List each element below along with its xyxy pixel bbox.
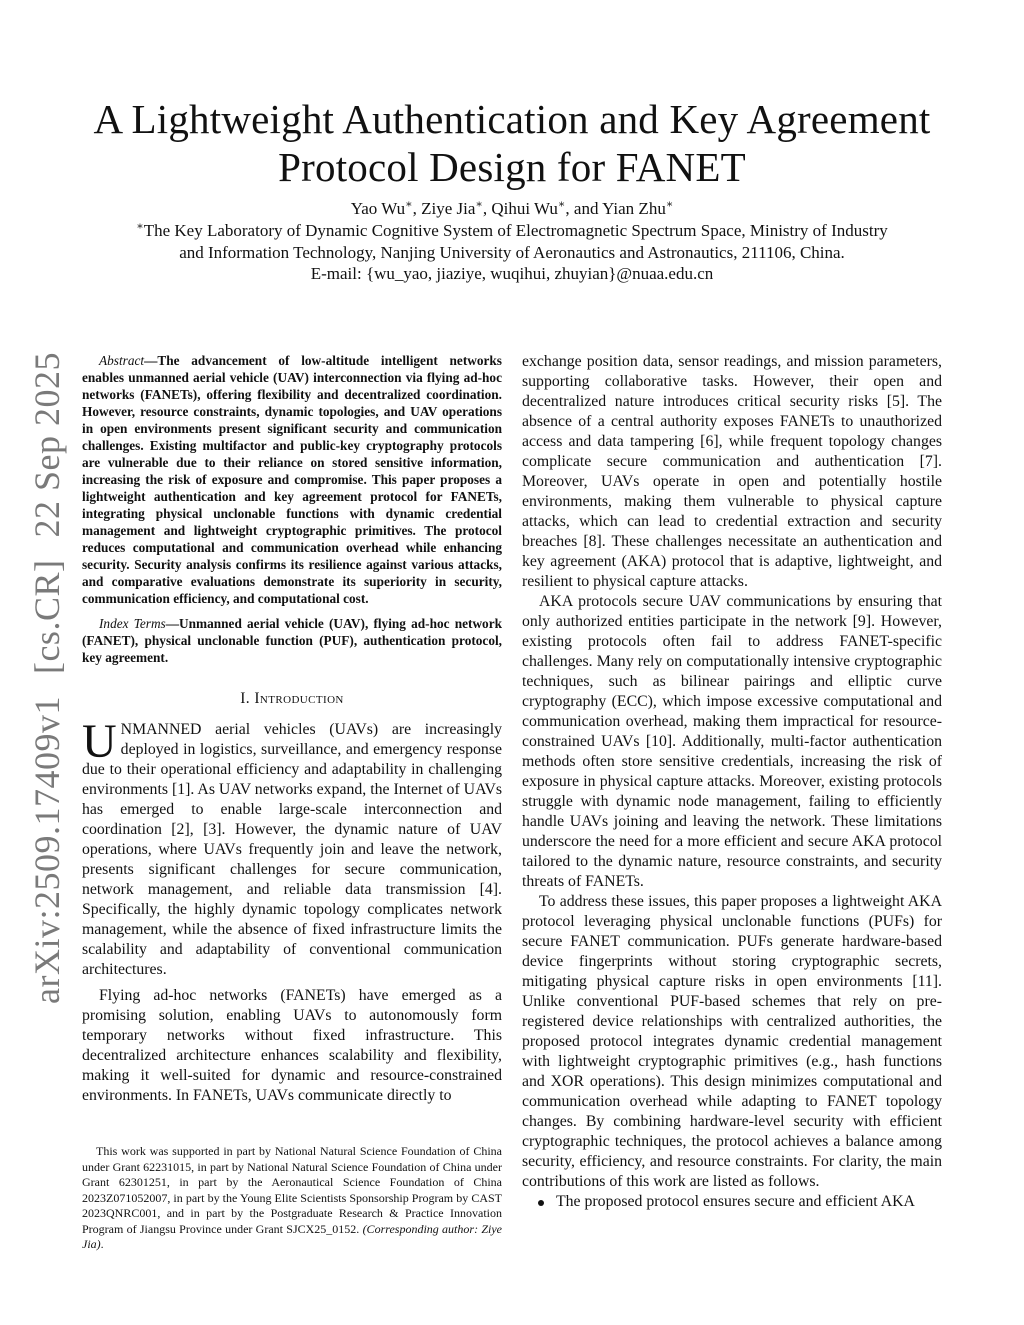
intro-paragraph-2: Flying ad-hoc networks (FANETs) have emerged as a promising solution, enabling UAVs to autonomously form temporary networks without fixed infrastructure. This decentralized architecture enhances scalability and flexibility, making it well-suited for dynamic and resource-constrained environments. In FANETs, UAVs communicate directly to bbox=[82, 987, 502, 1104]
author-name: Ziye Jia bbox=[421, 199, 476, 218]
funding-footnote bbox=[82, 1144, 502, 1253]
section-heading bbox=[82, 690, 502, 708]
separator: , bbox=[412, 199, 422, 218]
drop-cap: U bbox=[82, 715, 117, 768]
right-paragraph-1: exchange position data, sensor readings, and mission parameters, supporting collaborative tasks. However, their open and decentralized nature introduces critical security risks [5]. The absence of a central authority exposes FANETs to unauthorized access and data tampering [6], while frequent topology changes complicate secure communication and authentication [7]. Moreover, UAVs operate in open and potentially hostile environments, making them vulnerable to physical capture attacks, which can lead to credential extraction and security breaches [8]. These challenges necessitate an authentication and key agreement (AKA) protocol that is adaptive, lightweight, and resilient to physical capture attacks. bbox=[522, 353, 942, 590]
separator: , and bbox=[565, 199, 603, 218]
abstract bbox=[82, 352, 502, 607]
affiliation-mark: ∗ bbox=[665, 198, 674, 211]
arxiv-stamp bbox=[12, 0, 82, 1004]
intro-paragraph-1-text: aerial vehicles (UAVs) are increasingly deployed in logistics, surveillance, and emergency response due to their operational efficiency and adaptability in challenging environments [1]. As UAV networks expand, the Internet of UAVs has emerged to enable large-scale interconnection and coordination [2], [3]. However, the dynamic nature of UAV operations, where UAVs frequently join and leave the network, presents significant challenges for secure communication, network management, and reliable data transmission [4]. Specifically, the highly dynamic topology complicates network management, while the absence of fixed infrastructure limits the scalability and adaptability of conventional communication architectures. bbox=[82, 721, 502, 978]
corresponding-author: (Corresponding author: Ziye Jia) bbox=[82, 1221, 502, 1251]
author-list bbox=[40, 198, 984, 220]
abstract-text: —The advancement of low-altitude intelligent networks enables unmanned aerial vehicle (UAV) interconnection via flying ad-hoc networks (FANETs), offering flexibility and decentralized coordination. However, resource constraints, dynamic topologies, and UAV operations in open environments present significant security and communication challenges. Existing multifactor and public-key cryptography protocols are vulnerable due to their reliance on stored sensitive information, increasing the risk of exposure and compromise. This paper proposes a lightweight authentication and key agreement protocol for FANETs, integrating physical unclonable functions with dynamic credential management and lightweight cryptographic primitives. The protocol reduces computational and communication overhead while enhancing security. Security analysis confirms its resilience against various attacks, and comparative evaluations demonstrate its superiority in security, communication efficiency, and computational cost. bbox=[82, 353, 502, 606]
arxiv-category: [cs.CR] bbox=[27, 559, 67, 675]
page-title bbox=[40, 95, 984, 191]
list-item bbox=[522, 1192, 942, 1212]
affiliation-mark: ∗ bbox=[405, 198, 413, 211]
abstract-label: Abstract bbox=[99, 353, 145, 368]
left-column bbox=[82, 352, 502, 1106]
drop-cap-word: NMANNED bbox=[120, 721, 202, 738]
title-line-1: A Lightweight Authentication and Key Agreement bbox=[93, 96, 931, 142]
right-paragraph-2: AKA protocols secure UAV communications by ensuring that only authorized entities participate in the network [9]. However, existing protocols often fail to address FANET-specific challenges. Many rely on computationally intensive cryptographic techniques, such as bilinear pairings and elliptic curve cryptography (ECC), which impose excessive computational and communication overhead, making them impractical for resource-constrained UAVs [10]. Additionally, multi-factor authentication methods often store sensitive credentials, increasing the risk of exposure in physical capture attacks. Moreover, existing protocols struggle with dynamic node management, failing to efficiently handle UAVs joining and leaving the network. These limitations underscore the need for a more efficient and secure AKA protocol tailored to the dynamic nature, resource constraints, and security threats of FANETs. bbox=[522, 593, 942, 890]
arxiv-id: arXiv:2509.17409v1 bbox=[27, 696, 67, 1004]
author-name: Yian Zhu bbox=[602, 199, 666, 218]
footnote-text: This work was supported in part by National Natural Science Foundation of China under Grant 62231015, in part by National Natural Science Foundation of China under Grant 62301251, in part by the Aeronautical Science Foundation of China 2023Z071052007, in part by the Young Elite Scientists Sponsorship Program by CAST 2023QNRC001, and in part by the Postgraduate Research & Practice Innovation Program of Jiangsu Province under Grant SJCX25_0152. bbox=[82, 1144, 502, 1236]
index-terms bbox=[82, 615, 502, 666]
affiliation-mark: ∗ bbox=[136, 220, 144, 233]
arxiv-date: 22 Sep 2025 bbox=[27, 352, 67, 538]
author-name: Yao Wu bbox=[350, 199, 406, 218]
affiliation bbox=[40, 220, 984, 285]
title-line-2: Protocol Design for FANET bbox=[278, 144, 746, 190]
right-paragraph-3: To address these issues, this paper proposes a lightweight AKA protocol leveraging physical unclonable functions (PUFs) for secure FANET communication. PUFs generate hardware-based device fingerprints without storing cryptographic secrets, mitigating physical capture risks in open environments [11]. Unlike conventional PUF-based schemes that rely on pre-registered device relationships with centralized authorities, the proposed protocol integrates dynamic credential management with lightweight cryptographic primitives (e.g., hash functions and XOR operations). This design minimizes computational and communication overhead while adapting to FANET topology changes. By combining hardware-level security with efficient cryptographic techniques, the protocol achieves a balance among security, efficiency, and resource constraints. For clarity, the main contributions of this work are listed as follows. bbox=[522, 893, 942, 1190]
index-terms-label: Index Terms bbox=[99, 616, 166, 631]
affiliation-mark: ∗ bbox=[475, 198, 483, 211]
affiliation-line-2: and Information Technology, Nanjing University of Aeronautics and Astronautics, 211106, China. bbox=[179, 242, 845, 262]
section-title: Introduction bbox=[254, 690, 344, 707]
index-terms-text: —Unmanned aerial vehicle (UAV), flying ad-hoc network (FANET), physical unclonable function (PUF), authentication protocol, key agreement. bbox=[82, 616, 502, 665]
footnote-end: . bbox=[100, 1237, 104, 1251]
intro-paragraph-1 bbox=[82, 715, 502, 980]
separator: , bbox=[482, 199, 492, 218]
affiliation-line-1: The Key Laboratory of Dynamic Cognitive System of Electromagnetic Spectrum Space, Ministry of Industry bbox=[143, 221, 888, 240]
bullet-text: The proposed protocol ensures secure and efficient AKA bbox=[556, 1193, 915, 1210]
bullet-icon bbox=[538, 1200, 544, 1206]
right-column bbox=[522, 352, 942, 1212]
affiliation-mark: ∗ bbox=[557, 198, 566, 211]
author-name: Qihui Wu bbox=[491, 199, 558, 218]
section-numeral: I. bbox=[240, 690, 255, 707]
author-email: E-mail: {wu_yao, jiaziye, wuqihui, zhuyian}@nuaa.edu.cn bbox=[310, 264, 714, 283]
